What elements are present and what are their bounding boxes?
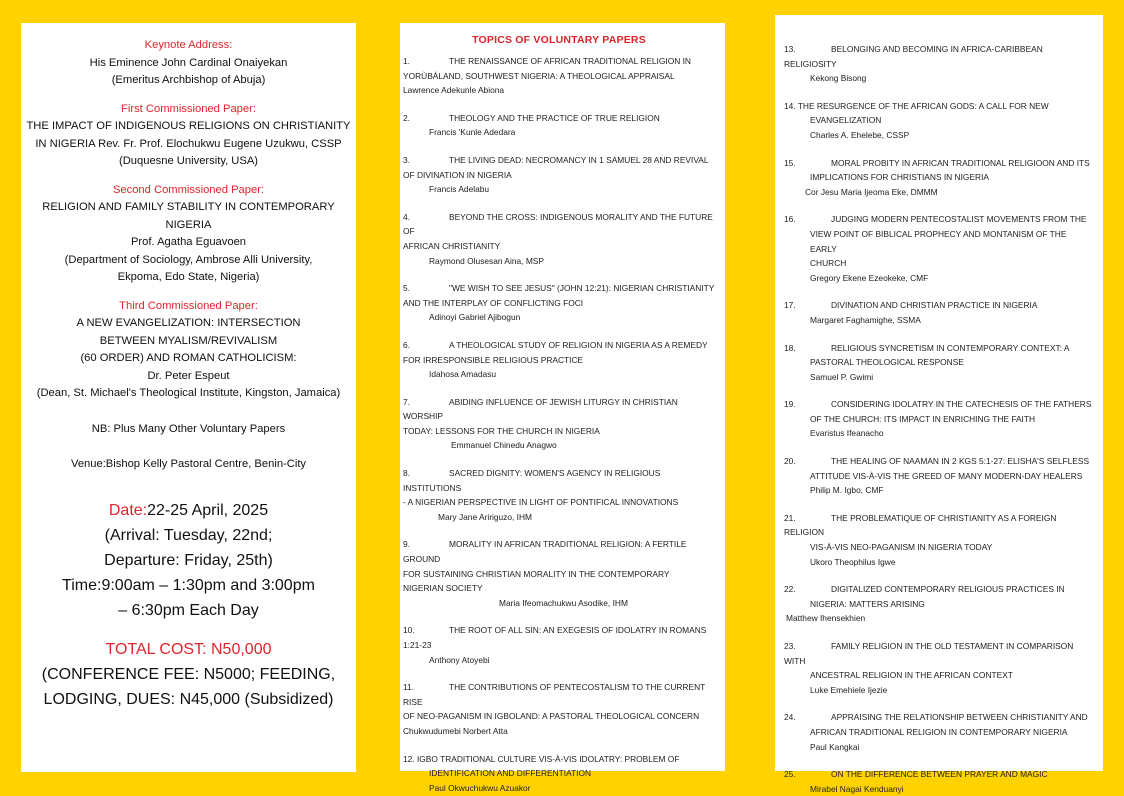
paper-author: Paul Kangkai: [810, 741, 860, 752]
cost-breakdown-1: (CONFERENCE FEE: N5000; FEEDING,: [41, 665, 336, 683]
paper-title: JUDGING MODERN PENTECOSTALIST MOVEMENTS FROM THE: [831, 214, 1087, 225]
venue: Venue:Bishop Kelly Pastoral Centre, Benin-City: [70, 458, 307, 470]
third-paper-label: Third Commissioned Paper:: [119, 299, 258, 312]
paper-entry-23: [784, 639, 1093, 697]
paper-number: 21.: [784, 512, 796, 523]
time-line-1: Time:9:00am – 1:30pm and 3:00pm: [62, 576, 315, 594]
paper-title: MORALITY IN AFRICAN TRADITIONAL RELIGION: A FERTILE GROUND: [403, 539, 687, 565]
paper-entry-13: [784, 42, 1093, 86]
paper-number: 17.: [784, 300, 796, 311]
paper-entry-25: [784, 767, 1093, 796]
paper-number: 4.: [403, 211, 410, 222]
paper-title-cont: FOR IRRESPONSIBLE RELIGIOUS PRACTICE: [403, 354, 584, 365]
paper-author: Margaret Faghamighe, SSMA: [810, 314, 921, 325]
paper-title: THEOLOGY AND THE PRACTICE OF TRUE RELIGION: [449, 112, 660, 123]
keynote-speaker: His Eminence John Cardinal Onaiyekan: [89, 56, 288, 69]
date-line: [21, 498, 356, 523]
paper-title-cont: IDENTIFICATION AND DIFFERENTIATION: [429, 768, 592, 779]
paper-entry-8: [403, 466, 715, 524]
paper-title-cont: IMPLICATIONS FOR CHRISTIANS IN NIGERIA: [810, 172, 989, 183]
paper-title: DIVINATION AND CHRISTIAN PRACTICE IN NIGERIA: [831, 300, 1038, 311]
paper-author: Lawrence Adekunle Abiona: [403, 85, 505, 96]
paper-title-cont: YORÙBÁLAND, SOUTHWEST NIGERIA: A THEOLOGICAL APPRAISAL: [403, 70, 675, 81]
paper-entry-16: [784, 212, 1093, 285]
paper-title-cont: 1:21-23: [403, 640, 432, 650]
paper-title: THE PROBLEMATIQUE OF CHRISTIANITY AS A FOREIGN RELIGION: [784, 512, 1057, 538]
paper-title-cont: PASTORAL THEOLOGICAL RESPONSE: [810, 357, 964, 368]
paper-number: 16.: [784, 214, 796, 225]
second-paper-speaker: Prof. Agatha Eguavoen: [130, 236, 247, 248]
paper-author: Adinoyi Gabriel Ajibogun: [429, 312, 521, 323]
third-paper-title-1: A NEW EVANGELIZATION: INTERSECTION: [76, 317, 301, 329]
paper-title: A THEOLOGICAL STUDY OF RELIGION IN NIGERIA AS A REMEDY: [449, 339, 708, 350]
paper-author: Mirabel Nagai Kenduanyi: [810, 783, 904, 794]
paper-title: ABIDING INFLUENCE OF JEWISH LITURGY IN CHRISTIAN WORSHIP: [403, 396, 678, 422]
paper-entry-21: [784, 511, 1093, 569]
paper-title: THE RENAISSANCE OF AFRICAN TRADITIONAL RELIGION IN: [449, 56, 691, 66]
paper-entry-19: [784, 397, 1093, 441]
cost-breakdown-2: LODGING, DUES: N45,000 (Subsidized): [43, 690, 334, 708]
paper-number: 8.: [403, 468, 410, 479]
paper-title: DIGITALIZED CONTEMPORARY RELIGIOUS PRACTICES IN: [831, 584, 1065, 595]
paper-number: 19.: [784, 399, 796, 410]
voluntary-papers-heading: TOPICS OF VOLUNTARY PAPERS: [472, 34, 646, 46]
third-paper-speaker: Dr. Peter Espeut: [147, 369, 230, 382]
paper-title: MORAL PROBITY IN AFRICAN TRADITIONAL RELIGIOON AND ITS: [831, 157, 1090, 168]
paper-title: THE CONTRIBUTIONS OF PENTECOSTALISM TO THE CURRENT RISE: [403, 682, 706, 707]
paper-title-cont: TODAY: LESSONS FOR THE CHURCH IN NIGERIA: [403, 425, 600, 436]
paper-title: CONSIDERING IDOLATRY IN THE CATECHESIS OF THE FATHERS: [831, 399, 1092, 410]
paper-author: Gregory Ekene Ezeokeke, CMF: [810, 272, 929, 283]
paper-author: Kekong Bisong: [810, 73, 867, 84]
paper-entry-7: [403, 395, 715, 453]
paper-number: 3.: [403, 154, 410, 165]
keynote-label: Keynote Address:: [144, 39, 233, 51]
programme-panel: [21, 23, 356, 772]
paper-author: Chukwudumebi Norbert Atta: [403, 725, 508, 736]
paper-number: 1.: [403, 56, 410, 66]
paper-entry-4: [403, 210, 715, 268]
paper-number: 7.: [403, 396, 410, 407]
paper-number: 24.: [784, 712, 796, 723]
paper-title-cont: AFRICAN TRADITIONAL RELIGION IN CONTEMPORARY NIGERIA: [810, 726, 1068, 737]
paper-number: 11.: [403, 682, 415, 693]
first-paper-title-1: THE IMPACT OF INDIGENOUS RELIGIONS ON CHRISTIANITY: [26, 120, 351, 132]
paper-title-cont: VIS-À-VIS NEO-PAGANISM IN NIGERIA TODAY: [810, 542, 993, 553]
voluntary-papers-panel-1: [400, 23, 725, 793]
paper-title: 12. IGBO TRADITIONAL CULTURE VIS-À-VIS IDOLATRY: PROBLEM OF: [403, 753, 680, 764]
paper-title: FAMILY RELIGION IN THE OLD TESTAMENT IN COMPARISON WITH: [784, 641, 1074, 666]
second-paper-affiliation-2: Ekpoma, Edo State, Nigeria): [117, 271, 260, 283]
paper-number: 13.: [784, 44, 796, 54]
first-paper-title-2: IN NIGERIA Rev. Fr. Prof. Elochukwu Eugene Uzukwu, CSSP: [35, 137, 342, 150]
paper-author: Samuel P. Gwimi: [810, 371, 874, 382]
paper-entry-24: [784, 710, 1093, 754]
paper-entry-18: [784, 341, 1093, 385]
paper-title: APPRAISING THE RELATIONSHIP BETWEEN CHRISTIANITY AND: [831, 712, 1088, 723]
paper-title: RELIGIOUS SYNCRETISM IN CONTEMPORARY CONTEXT: A: [831, 342, 1070, 353]
paper-author: Maria Ifeomachukwu Asodike, IHM: [499, 597, 628, 608]
paper-title: "WE WISH TO SEE JESUS" (JOHN 12:21): NIGERIAN CHRISTIANITY: [449, 283, 715, 294]
paper-number: 18.: [784, 342, 796, 353]
paper-author: Francis 'Kunle Adedara: [429, 127, 516, 138]
paper-title-cont: AFRICAN CHRISTIANITY: [403, 240, 501, 251]
paper-author: Anthony Atoyebi: [429, 654, 490, 665]
paper-author: Paul Okwuchukwu Azuakor: [429, 782, 531, 793]
paper-title-cont: CHURCH: [810, 258, 847, 269]
paper-entry-6: [403, 338, 715, 382]
paper-author: Matthew Ihensekhien: [786, 613, 866, 624]
paper-entry-11: [403, 680, 715, 738]
paper-author: Charles A. Ehelebe, CSSP: [810, 129, 910, 140]
paper-entry-14: [784, 99, 1093, 143]
paper-title-cont: OF THE CHURCH: ITS IMPACT IN ENRICHING THE FAITH: [810, 413, 1036, 424]
paper-number: 15.: [784, 157, 796, 168]
third-paper-title-3: (60 ORDER) AND ROMAN CATHOLICISM:: [80, 352, 297, 364]
paper-title-cont: FOR SUSTAINING CHRISTIAN MORALITY IN THE CONTEMPORARY: [403, 568, 670, 579]
paper-title-cont: ATTITUDE VIS-À-VIS THE GREED OF MANY MODERN-DAY HEALERS: [810, 470, 1083, 481]
paper-author: Idahosa Amadasu: [429, 369, 497, 380]
time-line-2: – 6:30pm Each Day: [118, 601, 259, 619]
paper-entry-17: [784, 298, 1093, 327]
paper-entry-1: [403, 54, 715, 98]
paper-title-cont: NIGERIA: MATTERS ARISING: [810, 598, 925, 609]
date-value: 22-25 April, 2025: [147, 501, 269, 519]
paper-title: BEYOND THE CROSS: INDIGENOUS MORALITY AND THE FUTURE OF: [403, 211, 713, 237]
paper-title: 14. THE RESURGENCE OF THE AFRICAN GODS: A CALL FOR NEW: [784, 100, 1049, 111]
paper-title-cont: ANCESTRAL RELIGION IN THE AFRICAN CONTEXT: [810, 670, 1013, 681]
paper-number: 9.: [403, 539, 410, 550]
second-paper-label: Second Commissioned Paper:: [112, 183, 265, 196]
keynote-role: (Emeritus Archbishop of Abuja): [111, 74, 266, 86]
paper-entry-12: [403, 752, 715, 796]
paper-author: Raymond Olusesan Aina, MSP: [429, 255, 544, 266]
paper-title-cont: VIEW POINT OF BIBLICAL PROPHECY AND MONTANISM OF THE EARLY: [810, 228, 1067, 254]
paper-entry-20: [784, 454, 1093, 498]
total-cost-value: N50,000: [211, 640, 272, 658]
total-cost-label: TOTAL COST:: [105, 640, 207, 658]
arrival: (Arrival: Tuesday, 22nd;: [104, 526, 273, 544]
paper-author: Luke Emehiele Ijezie: [810, 684, 888, 695]
paper-number: 6.: [403, 339, 410, 350]
second-paper-affiliation-1: (Department of Sociology, Ambrose Alli University,: [64, 253, 313, 266]
paper-entry-10: [403, 623, 715, 667]
second-paper-title: RELIGION AND FAMILY STABILITY IN CONTEMPORARY NIGERIA: [42, 201, 335, 231]
paper-author: Ukoro Theophilus Igwe: [810, 556, 896, 567]
paper-author: Philip M. Igbo, CMF: [810, 485, 884, 496]
paper-author: Evaristus Ifeanacho: [810, 428, 884, 439]
paper-title-cont: NIGERIAN SOCIETY: [403, 583, 483, 594]
paper-entry-5: [403, 281, 715, 325]
paper-entry-22: [784, 582, 1093, 626]
paper-entry-3: [403, 153, 715, 197]
paper-title-cont: AND THE INTERPLAY OF CONFLICTING FOCI: [403, 297, 584, 308]
third-paper-affiliation: (Dean, St. Michael's Theological Institute, Kingston, Jamaica): [36, 387, 341, 399]
paper-author: Francis Adelabu: [429, 184, 490, 195]
paper-number: 25.: [784, 769, 796, 780]
paper-title-cont: OF NEO-PAGANISM IN IGBOLAND: A PASTORAL THEOLOGICAL CONCERN: [403, 711, 700, 722]
paper-number: 20.: [784, 456, 796, 467]
paper-title: SACRED DIGNITY: WOMEN'S AGENCY IN RELIGIOUS INSTITUTIONS: [403, 468, 661, 493]
paper-author: Cor Jesu Maria Ijeoma Eke, DMMM: [805, 186, 938, 197]
paper-entry-15: [784, 156, 1093, 200]
first-paper-affiliation: (Duquesne University, USA): [118, 155, 259, 167]
departure: Departure: Friday, 25th): [104, 551, 273, 569]
paper-author: Emmanuel Chinedu Anagwo: [451, 440, 557, 451]
date-label: Date:: [108, 501, 148, 519]
paper-title: ON THE DIFFERENCE BETWEEN PRAYER AND MAGIC: [831, 769, 1048, 780]
paper-title-cont: - A NIGERIAN PERSPECTIVE IN LIGHT OF PONTIFICAL INNOVATIONS: [403, 497, 679, 508]
total-cost-line: [21, 637, 356, 662]
paper-number: 2.: [403, 112, 410, 123]
paper-title: THE ROOT OF ALL SIN: AN EXEGESIS OF IDOLATRY IN ROMANS: [449, 625, 707, 636]
paper-entry-9: [403, 537, 715, 610]
paper-number: 5.: [403, 283, 410, 294]
voluntary-papers-panel-2: [775, 15, 1103, 794]
first-paper-label: First Commissioned Paper:: [121, 102, 256, 115]
nb-note: NB: Plus Many Other Voluntary Papers: [91, 422, 286, 435]
paper-author: Mary Jane Aririguzo, IHM: [438, 511, 533, 522]
paper-number: 22.: [784, 584, 796, 595]
third-paper-title-2: BETWEEN MYALISM/REVIVALISM: [99, 334, 278, 347]
paper-title-cont: OF DIVINATION IN NIGERIA: [403, 169, 512, 180]
paper-number: 23.: [784, 641, 796, 651]
paper-number: 10.: [403, 625, 415, 636]
paper-title: THE LIVING DEAD: NECROMANCY IN 1 SAMUEL 28 AND REVIVAL: [449, 154, 709, 165]
paper-entry-2: [403, 111, 715, 140]
paper-title-cont: EVANGELIZATION: [810, 115, 882, 126]
paper-title: THE HEALING OF NAAMAN IN 2 KGS 5:1-27: ELISHA'S SELFLESS: [831, 456, 1090, 467]
paper-title: BELONGING AND BECOMING IN AFRICA-CARIBBEAN RELIGIOSITY: [784, 44, 1043, 69]
